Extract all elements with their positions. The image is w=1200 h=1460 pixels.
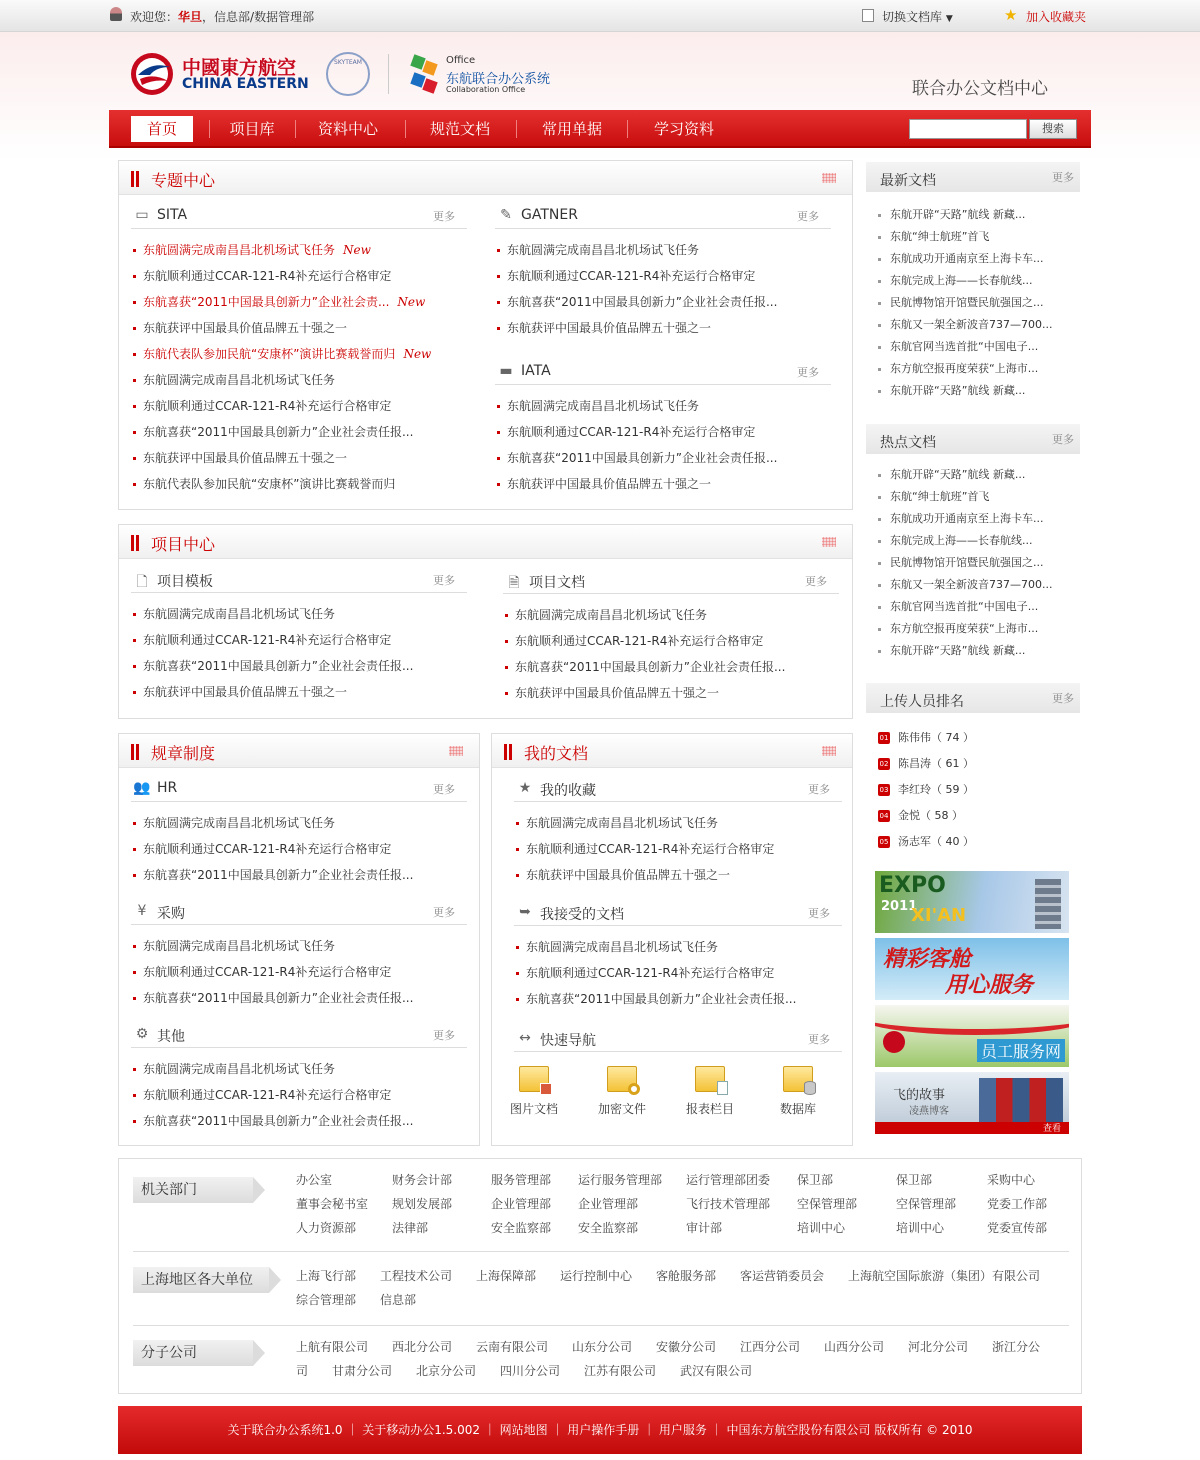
- add-favorite-link[interactable]: 加入收藏夹: [1026, 10, 1087, 24]
- list-item[interactable]: 东航成功开通南京至上海卡车...: [876, 248, 1076, 270]
- list-item[interactable]: 东航圆满完成南昌昌北机场试飞任务: [503, 602, 843, 628]
- star-icon: ★: [1004, 6, 1018, 24]
- list-item[interactable]: 东航圆满完成南昌昌北机场试飞任务: [131, 601, 471, 627]
- hot-list: [876, 464, 1076, 662]
- iata-header: ▬ IATA 更多: [495, 359, 831, 385]
- list-item[interactable]: 东航“绅士航班”首飞: [876, 226, 1076, 248]
- database-folder-icon: [783, 1066, 813, 1092]
- search-input[interactable]: [909, 119, 1027, 139]
- dept-link[interactable]: 企业管理部: [491, 1197, 552, 1211]
- gatner-header: ✎ GATNER 更多: [495, 203, 831, 229]
- list-item[interactable]: 东航圆满完成南昌昌北机场试飞任务: [514, 934, 844, 960]
- rank-item[interactable]: 03 李红玲（ 59 ）: [879, 783, 974, 796]
- dept-link[interactable]: 浙江分公: [992, 1340, 1041, 1354]
- list-item[interactable]: 东航开辟“天路”航线 新藏...: [876, 204, 1076, 226]
- brand-cn: 中國東方航空: [182, 57, 297, 79]
- quick-nav-reports[interactable]: 报表栏目: [680, 1066, 740, 1117]
- section-title: 上传人员排名: [880, 694, 964, 710]
- more-link[interactable]: 更多: [808, 1033, 830, 1046]
- quick-nav-header: ↔ 快速导航 更多: [514, 1026, 842, 1052]
- rank-item[interactable]: 02 陈昌涛（ 61 ）: [879, 757, 974, 770]
- nav-learning[interactable]: 学习资料: [653, 120, 714, 138]
- project-template-list: [131, 601, 471, 705]
- dept-link[interactable]: 江苏有限公司: [584, 1364, 657, 1378]
- panel-bars-icon: [131, 744, 141, 760]
- project-docs-list: [503, 602, 843, 706]
- favorites-header: ★ 我的收藏 更多: [514, 776, 842, 802]
- user-name: 华旦: [178, 10, 203, 24]
- more-link[interactable]: 更多: [433, 210, 455, 223]
- dept-link[interactable]: 安徽分公司: [656, 1340, 717, 1354]
- more-link[interactable]: 更多: [805, 575, 827, 588]
- list-item[interactable]: 东航代表队参加民航“安康杯”演讲比赛载誉而归 New: [131, 341, 471, 367]
- office-system-logo: Office 东航联合办公系统 Collaboration Office: [408, 52, 578, 98]
- dept-link[interactable]: 山东分公司: [572, 1340, 633, 1354]
- list-item[interactable]: 东航获评中国最具价值品牌五十强之一: [514, 862, 844, 888]
- dept-link[interactable]: 培训中心: [797, 1221, 846, 1235]
- more-link[interactable]: 更多: [1052, 433, 1074, 446]
- dept-link[interactable]: 运行管理部团委: [686, 1173, 771, 1187]
- dept-link[interactable]: 河北分公司: [908, 1340, 969, 1354]
- dept-link[interactable]: 保卫部: [896, 1173, 933, 1187]
- list-item[interactable]: 东航完成上海——长春航线...: [876, 270, 1076, 292]
- list-item[interactable]: 东航圆满完成南昌昌北机场试飞任务 New: [131, 237, 471, 263]
- list-item[interactable]: 东航顺利通过CCAR-121-R4补充运行合格审定: [131, 627, 471, 653]
- list-item[interactable]: 东方航空报再度荣获“上海市...: [876, 358, 1076, 380]
- inbox-arrow-icon: ➥: [519, 904, 531, 920]
- panel-title: 规章制度: [151, 744, 216, 763]
- rank-item[interactable]: 01 陈伟伟（ 74 ）: [879, 731, 974, 744]
- document-icon: 🗋: [136, 574, 148, 590]
- panel-title: 我的文档: [524, 744, 589, 763]
- welcome-text: 欢迎您：华旦，信息部/数据管理部: [130, 10, 315, 24]
- dept-link[interactable]: 培训中心: [896, 1221, 945, 1235]
- hot-docs: [866, 424, 1080, 674]
- dept-link[interactable]: 法律部: [392, 1221, 429, 1235]
- list-item[interactable]: 东航顺利通过CCAR-121-R4补充运行合格审定: [131, 959, 471, 985]
- more-link[interactable]: 更多: [433, 783, 455, 796]
- latest-docs: [866, 162, 1080, 412]
- more-link[interactable]: 更多: [433, 906, 455, 919]
- more-link[interactable]: 更多: [808, 907, 830, 920]
- list-item[interactable]: 东航喜获“2011中国最具创新力”企业社会责任报...: [495, 289, 835, 315]
- received-list: [514, 934, 844, 1012]
- list-item[interactable]: 东航圆满完成南昌昌北机场试飞任务: [495, 393, 835, 419]
- more-link[interactable]: 更多: [1052, 171, 1074, 184]
- dept-tag-org: 机关部门: [133, 1177, 253, 1203]
- list-item[interactable]: 东方航空报再度荣获“上海市...: [876, 618, 1076, 640]
- hr-header: 👥 HR 更多: [131, 776, 467, 802]
- dept-link[interactable]: 上海飞行部: [296, 1269, 357, 1283]
- dept-link[interactable]: 办公室: [296, 1173, 333, 1187]
- list-item[interactable]: 东航顺利通过CCAR-121-R4补充运行合格审定: [131, 836, 471, 862]
- list-item[interactable]: 东航获评中国最具价值品牌五十强之一: [131, 315, 471, 341]
- list-item[interactable]: 东航圆满完成南昌昌北机场试飞任务: [514, 810, 844, 836]
- section-title: 最新文档: [880, 173, 936, 189]
- list-item[interactable]: 东航喜获“2011中国最具创新力”企业社会责任报...: [514, 986, 844, 1012]
- swallow-logo-icon: [128, 51, 176, 97]
- purchase-list: [131, 933, 471, 1011]
- dept-link[interactable]: 人力资源部: [296, 1221, 357, 1235]
- dept-link[interactable]: 上海航空国际旅游（集团）有限公司: [848, 1269, 1041, 1283]
- new-badge: New: [397, 295, 426, 309]
- nav-forms[interactable]: 常用单据: [541, 120, 602, 138]
- dept-link[interactable]: 安全监察部: [578, 1221, 639, 1235]
- latest-list: [876, 204, 1076, 402]
- list-item[interactable]: 东航开辟“天路”航线 新藏...: [876, 464, 1076, 486]
- list-item[interactable]: 东航“绅士航班”首飞: [876, 486, 1076, 508]
- panel-bars-icon: [504, 744, 514, 760]
- list-item[interactable]: 东航圆满完成南昌昌北机场试飞任务: [131, 1056, 471, 1082]
- dept-tag-branch: 分子公司: [133, 1340, 253, 1366]
- rank-item[interactable]: 04 金悦（ 58 ）: [879, 809, 963, 822]
- star-icon: ★: [518, 780, 532, 796]
- more-link[interactable]: 更多: [433, 1029, 455, 1042]
- dept-link[interactable]: 空保管理部: [896, 1197, 957, 1211]
- rank-item[interactable]: 05 汤志军（ 40 ）: [879, 835, 974, 848]
- iata-list: [495, 393, 835, 497]
- purchase-header: ¥ 采购 更多: [131, 899, 467, 925]
- list-item[interactable]: 东航喜获“2011中国最具创新力”企业社会责任报...: [131, 1108, 471, 1134]
- dept-link[interactable]: 保卫部: [797, 1173, 834, 1187]
- sita-list: [131, 237, 471, 497]
- dept-link[interactable]: 运行服务管理部: [578, 1173, 663, 1187]
- list-item[interactable]: 东航喜获“2011中国最具创新力”企业社会责任报...: [131, 985, 471, 1011]
- window-icon: ▭: [135, 207, 149, 223]
- report-folder-icon: [695, 1066, 725, 1092]
- quick-nav-images[interactable]: 图片文档: [504, 1066, 564, 1117]
- dept-link[interactable]: 司: [296, 1364, 309, 1378]
- favorites-list: [514, 810, 844, 888]
- list-item[interactable]: 东航顺利通过CCAR-121-R4补充运行合格审定: [514, 960, 844, 986]
- dept-link[interactable]: 客运营销委员会: [740, 1269, 825, 1283]
- dept-link[interactable]: 服务管理部: [491, 1173, 552, 1187]
- dept-link[interactable]: 上海保障部: [476, 1269, 537, 1283]
- panel-bars-icon: [131, 535, 141, 551]
- more-link[interactable]: 更多: [797, 366, 819, 379]
- search-button[interactable]: 搜索: [1029, 119, 1077, 139]
- yen-icon: ¥: [137, 903, 147, 919]
- list-item[interactable]: 东航圆满完成南昌昌北机场试飞任务: [131, 810, 471, 836]
- project-center-panel: [118, 524, 853, 719]
- dept-link[interactable]: 飞行技术管理部: [686, 1197, 771, 1211]
- flight-story-banner[interactable]: 飞的故事 凌燕博客 查看: [875, 1072, 1069, 1134]
- china-eastern-logo[interactable]: [128, 51, 318, 97]
- dept-link[interactable]: 党委工作部: [987, 1197, 1048, 1211]
- dept-link[interactable]: 山西分公司: [824, 1340, 885, 1354]
- upload-ranking: [866, 683, 1080, 863]
- user-icon: [110, 7, 122, 21]
- list-item[interactable]: 东航获评中国最具价值品牌五十强之一: [131, 679, 471, 705]
- received-header: ➥ 我接受的文档 更多: [514, 900, 842, 926]
- list-item[interactable]: 东航代表队参加民航“安康杯”演讲比赛载誉而归: [131, 471, 471, 497]
- list-item[interactable]: 东航顺利通过CCAR-121-R4补充运行合格审定: [131, 1082, 471, 1108]
- topic-center-panel: [118, 160, 853, 510]
- list-item[interactable]: 东航喜获“2011中国最具创新力”企业社会责任报...: [495, 445, 835, 471]
- list-item[interactable]: 东航喜获“2011中国最具创新力”企业社会责任报...: [131, 419, 471, 445]
- project-docs-header: 🗎 项目文档 更多: [503, 568, 839, 594]
- sita-header: ▭ SITA 更多: [131, 203, 467, 229]
- dept-link[interactable]: 四川分公司: [500, 1364, 561, 1378]
- dept-link[interactable]: 江西分公司: [740, 1340, 801, 1354]
- new-badge: New: [403, 347, 432, 361]
- section-title: 热点文档: [880, 435, 936, 451]
- dept-link[interactable]: 安全监察部: [491, 1221, 552, 1235]
- skyteam-logo: SKYTEAM: [326, 52, 370, 96]
- users-icon: 👥: [133, 780, 151, 796]
- image-folder-icon: [519, 1066, 549, 1092]
- dept-link[interactable]: 董事会秘书室: [296, 1197, 369, 1211]
- list-item[interactable]: 东航官网当选首批“中国电子...: [876, 336, 1076, 358]
- more-link[interactable]: 更多: [433, 574, 455, 587]
- top-bar: [0, 0, 1200, 32]
- panel-title: 项目中心: [151, 535, 216, 554]
- list-item[interactable]: 东航获评中国最具价值品牌五十强之一: [503, 680, 843, 706]
- cabin-service-banner[interactable]: 精彩客舱 用心服务: [875, 938, 1069, 1000]
- list-item[interactable]: 东航喜获“2011中国最具创新力”企业社会责任报...: [131, 653, 471, 679]
- dept-link[interactable]: 综合管理部: [296, 1293, 357, 1307]
- ranking-list: [876, 725, 1076, 855]
- dept-link[interactable]: 空保管理部: [797, 1197, 858, 1211]
- nav-standards[interactable]: 规范文档: [429, 120, 490, 138]
- hr-list: [131, 810, 471, 888]
- folder-icon: ▬: [499, 363, 513, 379]
- pagoda-icon: [1035, 879, 1061, 929]
- list-item[interactable]: 东航顺利通过CCAR-121-R4补充运行合格审定: [495, 419, 835, 445]
- panel-title: 专题中心: [151, 171, 216, 190]
- list-item[interactable]: 东航圆满完成南昌昌北机场试飞任务: [495, 237, 835, 263]
- dept-link[interactable]: 上航有限公司: [296, 1340, 369, 1354]
- dept-link[interactable]: 甘肃分公司: [332, 1364, 393, 1378]
- list-item[interactable]: 东航获评中国最具价值品牌五十强之一: [131, 445, 471, 471]
- other-list: [131, 1056, 471, 1134]
- grid-dots-icon: [822, 537, 836, 547]
- system-name: 东航联合办公系统: [446, 72, 551, 87]
- list-item[interactable]: 东航顺利通过CCAR-121-R4补充运行合格审定: [131, 393, 471, 419]
- logo-divider: [388, 54, 389, 94]
- dept-link[interactable]: 运行控制中心: [560, 1269, 633, 1283]
- list-item[interactable]: 东航官网当选首批“中国电子...: [876, 596, 1076, 618]
- main-nav: [109, 110, 1091, 148]
- department-directory: [118, 1158, 1082, 1394]
- more-link[interactable]: 更多: [808, 783, 830, 796]
- project-template-header: 🗋 项目模板 更多: [131, 567, 467, 593]
- dept-link[interactable]: 党委宣传部: [987, 1221, 1048, 1235]
- more-link[interactable]: 更多: [797, 210, 819, 223]
- dept-link[interactable]: 工程技术公司: [380, 1269, 453, 1283]
- dept-link[interactable]: 武汉有限公司: [680, 1364, 753, 1378]
- brand-en: CHINA EASTERN: [182, 76, 309, 92]
- list-item[interactable]: 东航圆满完成南昌昌北机场试飞任务: [131, 933, 471, 959]
- panel-bars-icon: [131, 171, 141, 187]
- list-item[interactable]: 东航获评中国最具价值品牌五十强之一: [495, 315, 835, 341]
- list-item[interactable]: 东航顺利通过CCAR-121-R4补充运行合格审定: [514, 836, 844, 862]
- footer: 关于联合办公系统1.0 ｜ 关于移动办公1.5.002 ｜ 网站地图 ｜ 用户操作手册 ｜ 用户服务 ｜ 中国东方航空股份有限公司 版权所有 © 2010: [118, 1406, 1082, 1454]
- list-item[interactable]: 东航又一架全新波音737—700...: [876, 574, 1076, 596]
- list-item[interactable]: 东航顺利通过CCAR-121-R4补充运行合格审定: [131, 263, 471, 289]
- office-logo-icon: [408, 52, 442, 96]
- list-item[interactable]: 东航顺利通过CCAR-121-R4补充运行合格审定: [503, 628, 843, 654]
- new-badge: New: [343, 243, 371, 257]
- list-item[interactable]: 东航成功开通南京至上海卡车...: [876, 508, 1076, 530]
- staff-service-banner[interactable]: 员工服务网: [875, 1005, 1069, 1067]
- more-link[interactable]: 更多: [1052, 692, 1074, 705]
- dept-link[interactable]: 采购中心: [987, 1173, 1036, 1187]
- list-item[interactable]: 东航喜获“2011中国最具创新力”企业社会责任报...: [503, 654, 843, 680]
- gear-icon: ⚙: [135, 1026, 149, 1042]
- dept-link[interactable]: 规划发展部: [392, 1197, 453, 1211]
- list-item[interactable]: 东航又一架全新波音737—700...: [876, 314, 1076, 336]
- arrows-icon: ↔: [519, 1030, 531, 1046]
- list-item[interactable]: 东航圆满完成南昌昌北机场试飞任务: [131, 367, 471, 393]
- list-item[interactable]: 东航喜获“2011中国最具创新力”企业社会责任报...: [131, 862, 471, 888]
- edit-icon: ✎: [500, 207, 512, 223]
- list-item[interactable]: 东航顺利通过CCAR-121-R4补充运行合格审定: [495, 263, 835, 289]
- dept-link[interactable]: 信息部: [380, 1293, 417, 1307]
- grid-dots-icon: [822, 173, 836, 183]
- list-item[interactable]: 东航获评中国最具价值品牌五十强之一: [495, 471, 835, 497]
- switch-library-icon: [862, 9, 874, 22]
- other-header: ⚙ 其他 更多: [131, 1022, 467, 1048]
- list-item[interactable]: 东航完成上海——长春航线...: [876, 530, 1076, 552]
- switch-library-button[interactable]: 切换文档库 ▼: [882, 10, 953, 24]
- nav-resources[interactable]: 资料中心: [317, 120, 378, 138]
- grid-dots-icon: [449, 746, 463, 756]
- regulations-panel: [118, 733, 480, 1146]
- dept-tag-shanghai: 上海地区各大单位: [133, 1267, 269, 1293]
- key-folder-icon: [607, 1066, 637, 1092]
- list-item[interactable]: 东航开辟“天路”航线 新藏...: [876, 380, 1076, 402]
- dept-link[interactable]: 北京分公司: [416, 1364, 477, 1378]
- dept-link[interactable]: 云南有限公司: [476, 1340, 549, 1354]
- chevron-down-icon: ▼: [945, 14, 953, 24]
- dept-link[interactable]: 企业管理部: [578, 1197, 639, 1211]
- list-item[interactable]: 东航开辟“天路”航线 新藏...: [876, 640, 1076, 662]
- nav-projects[interactable]: 项目库: [229, 120, 275, 138]
- document-add-icon: 🗎: [508, 575, 520, 591]
- nav-home[interactable]: 首页: [131, 116, 193, 142]
- quick-nav-database[interactable]: 数据库: [768, 1066, 828, 1117]
- dept-link[interactable]: 西北分公司: [392, 1340, 453, 1354]
- list-item[interactable]: 民航博物馆开馆暨民航强国之...: [876, 552, 1076, 574]
- dept-link[interactable]: 审计部: [686, 1221, 723, 1235]
- logo-icon: [883, 1031, 905, 1053]
- grid-dots-icon: [822, 746, 836, 756]
- gatner-list: [495, 237, 835, 341]
- quick-nav-encrypted[interactable]: 加密文件: [592, 1066, 652, 1117]
- expo-banner[interactable]: EXPO 2011 XI'AN: [875, 871, 1069, 933]
- list-item[interactable]: 民航博物馆开馆暨民航强国之...: [876, 292, 1076, 314]
- list-item[interactable]: 东航喜获“2011中国最具创新力”企业社会责... New: [131, 289, 471, 315]
- page-title: 联合办公文档中心: [912, 79, 1048, 99]
- dept-link[interactable]: 财务会计部: [392, 1173, 453, 1187]
- dept-link[interactable]: 客舱服务部: [656, 1269, 717, 1283]
